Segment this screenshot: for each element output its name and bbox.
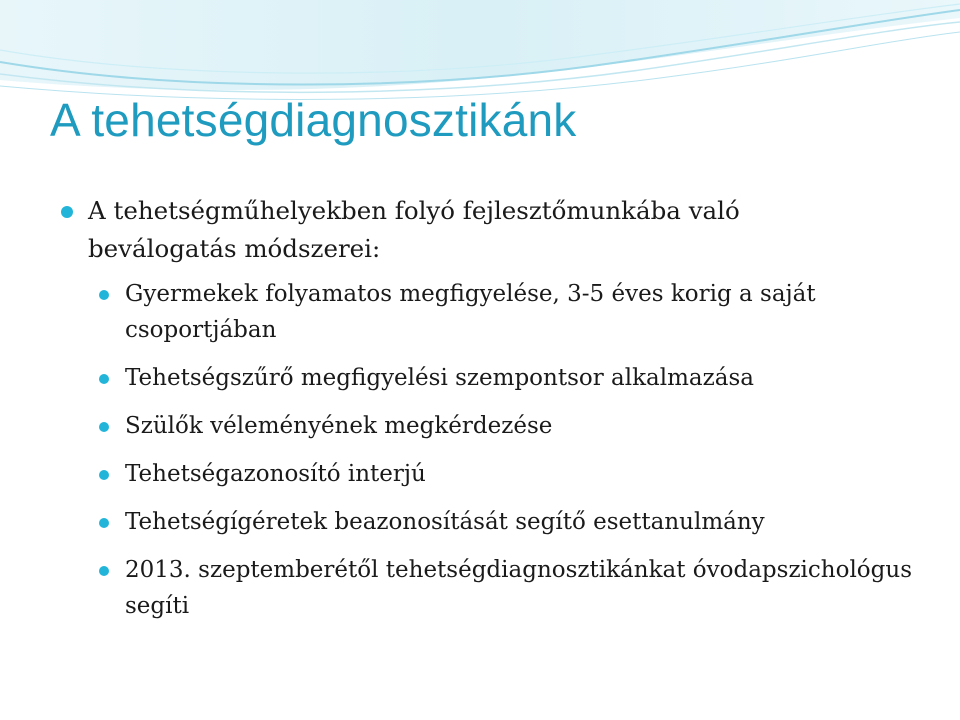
bullet-dot-icon <box>61 206 73 218</box>
slide-title: A tehetségdiagnosztikánk <box>50 94 577 146</box>
bullet-dot-icon <box>99 566 109 576</box>
sub-bullet <box>125 360 915 396</box>
sub-bullet-text: 2013. szeptemberétől tehetségdiagnosztikánkat óvodapszichológus segíti <box>125 557 912 619</box>
sub-bullet <box>125 552 915 624</box>
bullet-dot-icon <box>99 422 109 432</box>
sub-bullet <box>125 456 915 492</box>
sub-bullet-text: Tehetségígéretek beazonosítását segítő esettanulmány <box>125 509 765 535</box>
slide-content <box>0 192 960 636</box>
sub-bullet-text: Tehetségszűrő megfigyelési szempontsor alkalmazása <box>125 365 754 391</box>
bullet-dot-icon <box>99 518 109 528</box>
sub-bullet <box>125 408 915 444</box>
bullet-dot-icon <box>99 470 109 480</box>
bullet-dot-icon <box>99 290 109 300</box>
sub-bullet-text: Szülők véleményének megkérdezése <box>125 413 553 439</box>
bullet-dot-icon <box>99 374 109 384</box>
sub-bullet <box>125 276 915 348</box>
sub-bullet-text: Tehetségazonosító interjú <box>125 461 426 487</box>
sub-bullet-list <box>0 276 960 624</box>
main-bullet <box>88 192 888 268</box>
main-bullet-text: A tehetségműhelyekben folyó fejlesztőmunkába való beválogatás módszerei: <box>88 196 740 263</box>
sub-bullet-text: Gyermekek folyamatos megfigyelése, 3-5 éves korig a saját csoportjában <box>125 281 816 343</box>
sub-bullet <box>125 504 915 540</box>
